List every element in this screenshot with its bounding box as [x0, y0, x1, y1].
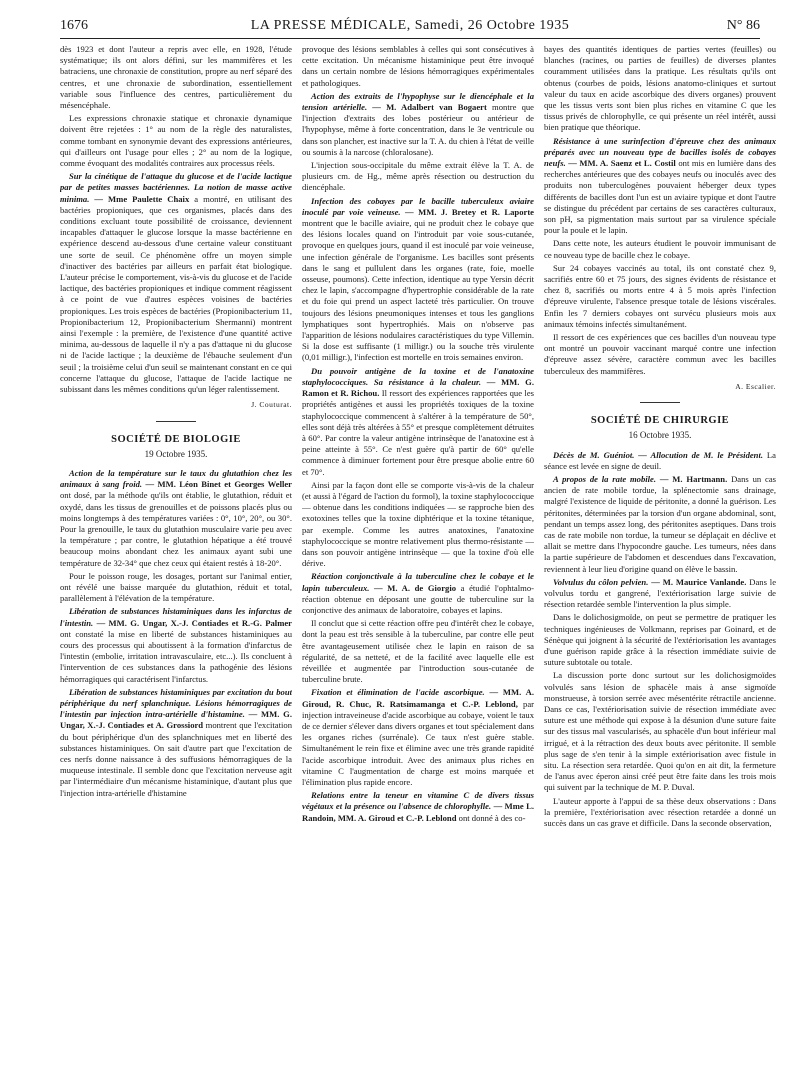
article-title: Action de la température sur le taux du glutathion chez les animaux à sang froid.	[60, 467, 292, 490]
article-abstract	[302, 571, 534, 616]
paragraph: La discussion porte donc surtout sur les dolichosigmoïdes volvulés sans lésion de sphacèle mais à anse sigmoïde monstrueuse, à torsion serrée avec mésentérite rétractile ancienne. Dans ce cas, l'extériorisation suivie de résection immédiate avec suture est une méthode qui expose à la désunion d'une suture faite sur des tissus mal vascularisés, au sphacèle d'un bout inférieur mal irrigué, et à la rétraction des deux bouts avec péritonite. Il semble plus sage de s'en tenir à la simple extériorisation avec fistule in situ. La résection sera retardée. Quoi qu'on en ait dit, la fermeture de l'anus avec éperon ainsi créé peut être faite dans les trois mois qui suivent par la technique de M. P. Duval.	[544, 670, 776, 793]
paragraph: Dans cette note, les auteurs étudient le pouvoir immunisant de ce nouveau type de bacille chez le cobaye.	[544, 238, 776, 260]
signature: A. Escalier.	[735, 381, 776, 391]
article-body: montrent que l'excitation du bout périphérique d'un des splanchniques met en liberté des substances histaminiques. On sait d'autre part que l'excitation de ces nerfs donne naissance à des suffusions hémorragiques de la muqueuse intestinale. Il semble donc que l'excitation nerveuse agit par l'intermédiaire d'un mécanisme histaminique, d'autant plus que l'injection intra-artérielle d'histamine	[60, 720, 292, 798]
paragraph: provoque des lésions semblables à celles qui sont consécutives à cette excitation. Un mécanisme histaminique peut être invoqué dans un certain nombre de lésions hémorragiques expérimentales et pathologiques.	[302, 44, 534, 88]
article-title: Du pouvoir antigène de la toxine et de l'anatoxine staphylococciques. Sa résistance à la chaleur.	[302, 365, 534, 387]
article-abstract	[60, 468, 292, 569]
article-authors: — M. Maurice Vanlande.	[651, 576, 747, 587]
column-1	[60, 44, 292, 1074]
article-authors: — MM. A. Giroud, R. Chuc, R. Ratsimamanga et C.-P. Leblond,	[302, 687, 534, 709]
article-abstract	[544, 136, 776, 237]
paragraph: L'injection sous-occipitale du même extrait élève la T. A. de plusieurs cm. de Hg., même après résection ou destruction du diencéphale.	[302, 160, 534, 193]
article-abstract	[302, 687, 534, 788]
article-abstract	[60, 687, 292, 799]
article-body: Dans un cas ancien de rate mobile tordue, la splénectomie sans drainage, malgré l'existence de liquide de péritonite, a donné la guérison. Les péritonites, déterminées par la torsion d'un organe abdominal, sont, pendant un temps assez long, des péritonites aseptiques. Dans trois cas de rate mobile non tordue, la tumeur se déplaçait en déclive et allait se mettre dans l'hypocondre gauche. Les tumeurs, nées dans la partie supérieure de l'abdomen et descendues dans l'excavation, reviennent à leur lieu d'origine quand on élève le bassin.	[544, 473, 776, 574]
running-header	[60, 14, 760, 39]
article-title: Décès de M. Guéniot. — Allocution de M. le Président.	[553, 449, 764, 460]
divider	[156, 421, 196, 422]
article-body: Dans le volvulus tordu et gangrené, l'extériorisation large suivie de résection retardée semble l'intervention la plus simple.	[544, 576, 776, 610]
article-title: Sur la cinétique de l'attaque du glucose et de l'acide lactique par de petites masses bactériennes. La notion de masse active minima.	[60, 171, 292, 204]
article-body: ont mis en lumière dans des recherches antérieures que des cobayes neufs ou inoculés avec des produits non tuberculogènes pouvaient héberger deux types différents de bacilles dont l'un est un aviaire typique et dont l'autre se distingue du précédent par certains de ses caractères culturaux, son pH, sa pigmentation mais surtout par sa virulence spéciale pour la poule et le lapin.	[544, 158, 776, 236]
article-authors: — MM. A. Saenz et L. Costil	[568, 158, 676, 169]
article-title: Résistance à une surinfection d'épreuve chez des animaux préparés avec un nouveau type de bacilles isolés de cobayes neufs.	[544, 135, 776, 169]
article-abstract	[302, 91, 534, 158]
paragraph: dès 1923 et dont l'auteur a repris avec elle, en 1928, l'étude systématique; ils ont alors défini, sur les mammifères et les batraciens, une chronaxie de constitution, propre au nerf séparé des centres, et une chronaxie de subordination, essentiellement variable sous l'influence des centres, particulièrement du mésencéphale.	[60, 44, 292, 111]
article-body: par injection intraveineuse d'acide ascorbique au cobaye, voient le taux de ce dernier s'élever dans divers organes et tout spécialement dans les organes riches (surrénale). Ce taux n'est guère stable. Simultanément le rein fixe et élimine avec une très grande rapidité l'acide ascorbique introduit. Avec des animaux plus riches en vitamine C l'augmentation de charge est moins marquée et l'élimination plus rapide encore.	[302, 698, 534, 787]
section-date: 16 Octobre 1935.	[628, 430, 692, 441]
article-title: Infection des cobayes par le bacille tuberculeux aviaire inoculé par voie veineuse.	[302, 195, 534, 217]
article-authors: — MM. Léon Binet et Georges Weller	[145, 479, 292, 490]
article-title: Volvulus du côlon pelvien.	[553, 576, 649, 587]
paragraph: Dans le dolichosigmoïde, on peut se permettre de pratiquer les techniques ingénieuses de Volkmann, reprises par Goinard, et de Sénèque qui joignent à la sécurité de l'extériorisation les avantages d'une guérison rapide grâce à la résection immédiate suivie de suture subtotale ou totale.	[544, 612, 776, 668]
paragraph: Il ressort de ces expériences que ces bacilles d'un nouveau type ont montré un pouvoir vaccinant marqué contre une infection d'épreuve assez sévère, caractère commun avec les bacilles tuberculeux des mammifères.	[544, 332, 776, 376]
article-body: montre que l'injection d'extraits des lobes postérieur ou antérieur de l'hypophyse, même à forte concentration, dans le 3e ventricule ou dans son plancher, est inactive sur la T. A. du chien à l'état de veille ou soumis à la narcose (chloralosane).	[302, 102, 534, 157]
column-2	[302, 44, 534, 1074]
article-abstract	[544, 474, 776, 575]
article-title: Action des extraits de l'hypophyse sur le diencéphale et la tension artérielle.	[302, 90, 534, 113]
section-date: 19 Octobre 1935.	[144, 448, 208, 459]
article-authors: — M. Hartmann.	[659, 473, 728, 484]
article-body: ont dosé, par la méthode qu'ils ont établie, le glutathion, réduit et oxydé, dans les tissus de grenouilles et de poissons placés plus ou moins longtemps à des températures variées : 0°, 10°, 20°, ou 30°. Pour la grenouille, le taux du glutathion musculaire varie peu avec la température ; par contre, le glutathion hépatique a été trouvé beaucoup moins abondant chez les animaux ayant subi une température de 32-34° que chez ceux qui étaient restés à 18-20°.	[60, 490, 292, 568]
article-abstract	[302, 790, 534, 824]
article-title: Réaction conjonctivale à la tuberculine chez le cobaye et le lapin tuberculeux.	[302, 571, 534, 593]
article-abstract	[544, 577, 776, 611]
article-authors: — Mme Paulette Chaix	[94, 193, 190, 204]
article-abstract	[302, 196, 534, 364]
paragraph: Pour le poisson rouge, les dosages, portant sur l'animal entier, ont révélé une baisse marquée du glutathion, réduit et total, parallèlement à l'élévation de la température.	[60, 570, 292, 604]
article-authors: — MM. G. Ungar, X.-J. Contiades et A. Grossiord	[60, 709, 292, 731]
article-abstract	[544, 450, 776, 472]
column-3	[544, 44, 776, 1074]
paragraph: Sur 24 cobayes vaccinés au total, ils ont constaté chez 9, sacrifiés entre 60 et 75 jours, des signes évidents de résistance et chez 8, sacrifiés ou morts entre 4 à 5 mois après l'infection d'épreuve virulente, l'absence presque totale de lésions viscérales. Enfin les 7 derniers cobayes ont survécu plusieurs mois aux animaux témoins infectés simultanément.	[544, 262, 776, 329]
paragraph: L'auteur apporte à l'appui de sa thèse deux observations : Dans la première, l'extériorisation avec résection retardée a donné un succès dans un cas grave et difficile. Dans la seconde observation,	[544, 795, 776, 828]
section-heading: SOCIÉTÉ DE BIOLOGIE	[111, 433, 241, 445]
article-authors: — MM. G. Ungar, X.-J. Contiades et R.-G. Palmer	[96, 617, 292, 628]
paragraph: bayes des quantités identiques de parties vertes (feuilles) ou blanches (racines, ou parties de feuilles) de diverses plantes couramment utilisées dans la pratique. Les résultats qu'ils ont obtenus (courbes de poids, lésions anatomo-cliniques et surtout valeur du taux en acide ascorbique des divers organes) prouvent que les tissus verts sont bien plus riches en vitamine C que les tissus privés de chlorophylle, ce qui présente un réel intérêt, aussi bien pratique que théorique.	[544, 44, 776, 133]
paragraph: Les expressions chronaxie statique et chronaxie dynamique doivent être rejetées : 1° au nom de la règle des naturalistes, comme tombant en synonymie devant des expressions antérieures, qui d'ailleurs ont l'usage pour elles ; 2° au nom de la logique, comme évoquant des modalités contraires aux processus réels.	[60, 113, 292, 169]
article-abstract	[302, 366, 534, 478]
paragraph: Il conclut que si cette réaction offre peu d'intérêt chez le cobaye, dont la peau est très sensible à la tuberculine, par contre elle peut être avantageusement utilisée chez le lapin en raison de sa régularité, de sa netteté, et de la facilité avec laquelle elle est réveillée et augmentée par l'introduction sous-cutanée de tuberculine brute.	[302, 618, 534, 685]
article-abstract	[60, 606, 292, 684]
article-body: a montré, en utilisant des bactéries propioniques, que ces organismes, placés dans des conditions excluant toute possibilité de croissance, deviennent incapables d'attaquer le glucose lorsque la masse bactérienne en expérience descend au-dessous d'une certaine valeur constituant une sorte de seuil. Ce phénomène offre un moyen simple d'inactiver des bactéries par ailleurs en parfait état biologique. L'auteur précise le comportement, vis-à-vis du glucose et de l'acide lactique, des bactéries propioniques et indique comment réagissent à ce point de vue d'autres espèces voisines de bactéries propioniques. Les trois espèces de bactéries (Propionibacterium 11, Propionibacterium 12, Propionibacterium Shermanni) montrent ainsi l'exemple : la première, de l'existence d'une quantité active minima, au-dessous de laquelle il n'y a pas d'attaque ni du glucose ni de l'acide lactique ; la deuxième de l'ébauche seulement d'un seuil ; la troisième celui d'un seuil se maintenant constant en ce qui concerne l'attaque du glucose, l'attaque de l'acide lactique ne subissant dans les mêmes conditions qu'un léger ralentissement.	[60, 193, 292, 395]
article-abstract	[60, 171, 292, 395]
issue-number: N° 86	[726, 18, 760, 33]
page-number: 1676	[60, 18, 88, 33]
article-body: montrent que le bacille aviaire, qui ne produit chez le cobaye que des lésions locales quand on l'introduit par voie sous-cutanée, provoque en quelques jours, quand il est inoculé par voie veineuse, une infection générale de l'organisme. Les bacilles sont présents dans le sang et pullulent dans les organes (rate, foie, moelle osseuse, poumons). Cette infection, identique au type Yersin décrit chez le lapin, s'accompagne d'hypertrophie considérable de la rate et du foie qui prend un aspect lacteté très particulier. On trouve toujours des lésions pneumoniques intenses et tous les ganglions lymphatiques sont hypertrophiés. Mais on n'observe pas l'apparition de lésions nodulaires caractéristiques du type Villemin. Si la dose est suffisante (1 milligr.) ou la souche très virulente (0,01 milligr.), l'infection est mortelle en trois semaines environ.	[302, 218, 534, 363]
article-title: Relations entre la teneur en vitamine C de divers tissus végétaux et la présence ou l'absence de chlorophylle.	[302, 790, 534, 812]
divider	[640, 402, 680, 403]
article-title: A propos de la rate mobile.	[553, 473, 657, 484]
article-title: Libération de substances histaminiques dans les infarctus de l'intestin.	[60, 606, 292, 628]
article-authors: — MM. J. Bretey et R. Laporte	[405, 206, 534, 217]
article-authors: — MM. G. Ramon et R. Richou.	[302, 376, 534, 399]
article-title: Fixation et élimination de l'acide ascorbique.	[311, 687, 485, 698]
article-title: Libération de substances histaminiques par excitation du bout périphérique du nerf splanchnique. Lésions hémorragiques de l'intestin par injection intra-artérielle d'histamine.	[60, 686, 292, 720]
article-body: ont constaté la mise en liberté de substances histaminiques au cours des processus qui aboutissent à la formation d'infarctus de l'intestin (embolie, irritation intravasculaire, etc...). Ils concluent à l'intervention de ces substances dans la pathogénie des lésions hémorragiques qui caractérisent l'infarctus.	[60, 628, 292, 684]
signature: J. Couturat.	[251, 400, 292, 410]
article-body: Il ressort des expériences rapportées que les propriétés antigènes et aussi les propriétés toxiques de la toxine staphylococcique commencent à s'altérer à la température de 50°, elles sont déjà très altérées à 55° et presque complètement détruites à 60°. Par contre la valeur antigène intrinsèque de l'anatoxine est à peine atteinte à 55°. Ce n'est guère qu'à partir de 60° qu'elle commence à diminuer fortement pour être presque abolie entre 60 et 70°.	[302, 388, 534, 477]
paragraph: Ainsi par la façon dont elle se comporte vis-à-vis de la chaleur (et aussi à l'égard de l'action du formol), la toxine staphylococcique — obtenue dans les conditions indiquées — se rapproche bien des exotoxines telles que la toxine diphtérique et la toxine tétanique, par exemple. Comme les autres anatoxines, l'anatoxine staphylococcique se montre relativement plus thermo-résistante — dans son pouvoir antigène intrinsèque — que la toxine d'où elle dérive.	[302, 479, 534, 569]
article-body: a étudié l'ophtalmo-réaction obtenue en déposant une goutte de tuberculine sur la conjonctive des animaux de laboratoire, cobayes et lapins.	[302, 582, 534, 615]
article-authors: — M. Adalbert van Bogaert	[372, 102, 487, 113]
journal-title: LA PRESSE MÉDICALE, Samedi, 26 Octobre 1935	[250, 18, 570, 33]
article-body: ont donné à des co-	[458, 812, 526, 823]
section-heading: SOCIÉTÉ DE CHIRURGIE	[590, 415, 730, 427]
article-body: La séance est levée en signe de deuil.	[544, 449, 776, 471]
article-authors: — M. A. de Giorgio	[374, 582, 457, 593]
article-authors: — Mme L. Randoin, MM. A. Giroud et C.-P. Leblond	[302, 801, 534, 823]
